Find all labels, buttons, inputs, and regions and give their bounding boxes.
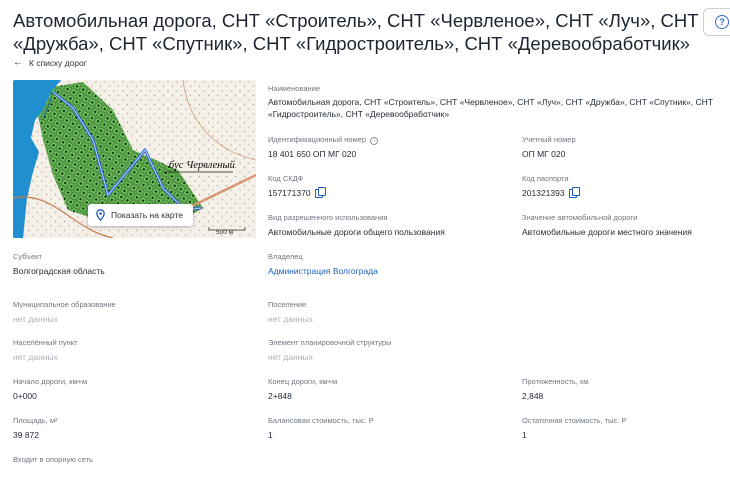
map-pin-icon [96, 209, 105, 221]
arrow-left-icon: ← [13, 57, 23, 68]
map-preview[interactable] [13, 80, 256, 238]
map-place-label: бус Червленый [169, 160, 235, 171]
road-end-label: Конец дороги, км+м [268, 377, 338, 386]
help-icon: ? [715, 15, 729, 29]
road-importance-label: Значение автомобильной дороги [522, 213, 638, 222]
area-label: Площадь, м² [13, 416, 58, 425]
book-value-value: 1 [268, 430, 273, 440]
account-number-label: Учетный номер [522, 135, 576, 144]
locality-label: Населённый пункт [13, 338, 78, 347]
page-title: Автомобильная дорога, СНТ «Строитель», СНТ «Червленое», СНТ «Луч», СНТ «Дружба», СНТ «Спутник», СНТ «Гидростроитель», СНТ «Деревообработчик» [13, 10, 699, 54]
municipality-label: Муниципальное образование [13, 300, 116, 309]
planning-element-value: нет данных [268, 352, 313, 362]
area-value: 39 872 [13, 430, 39, 440]
subject-value: Волгоградская область [13, 266, 105, 276]
passport-code-value: 201321393 [522, 187, 578, 198]
owner-link[interactable]: Администрация Волгограда [268, 266, 378, 276]
road-start-value: 0+000 [13, 391, 37, 401]
show-on-map-label: Показать на карте [111, 210, 183, 220]
back-to-roads-link[interactable] [13, 58, 87, 68]
show-on-map-button[interactable] [88, 204, 193, 226]
book-value-label: Балансовая стоимость, тыс. Р [268, 416, 374, 425]
id-number-value: 18 401 650 ОП МГ 020 [268, 149, 357, 159]
permitted-use-value: Автомобильные дороги общего пользования [268, 227, 445, 237]
back-link-label: К списку дорог [29, 58, 87, 68]
account-number-value: ОП МГ 020 [522, 149, 566, 159]
skdf-code-label: Код СКДФ [268, 174, 304, 183]
info-icon[interactable]: i [370, 137, 378, 145]
length-label: Протяженность, км [522, 377, 589, 386]
planning-element-label: Элемент планировочной структуры [268, 338, 392, 347]
backbone-label: Входит в опорную сеть [13, 455, 93, 464]
permitted-use-label: Вид разрешенного использования [268, 213, 388, 222]
passport-code-label: Код паспорта [522, 174, 569, 183]
road-start-label: Начало дороги, км+м [13, 377, 88, 386]
residual-value-value: 1 [522, 430, 527, 440]
subject-label: Субъект [13, 252, 42, 261]
settlement-value: нет данных [268, 314, 313, 324]
road-importance-value: Автомобильные дороги местного значения [522, 227, 692, 237]
road-end-value: 2+848 [268, 391, 292, 401]
skdf-code-value: 157171370 [268, 187, 324, 198]
municipality-value: нет данных [13, 314, 58, 324]
length-value: 2,848 [522, 391, 544, 401]
copy-icon[interactable] [315, 187, 324, 197]
owner-label: Владелец [268, 252, 303, 261]
locality-value: нет данных [13, 352, 58, 362]
map-scale-label: 500 м [216, 229, 234, 236]
copy-icon[interactable] [569, 187, 578, 197]
settlement-label: Поселение [268, 300, 307, 309]
name-value: Автомобильная дорога, СНТ «Строитель», СНТ «Червленое», СНТ «Луч», СНТ «Дружба», СНТ «Спутник», СНТ «Гидростроитель», СНТ «Деревообработчик» [268, 97, 713, 119]
id-number-label: Идентификационный номер i [268, 135, 378, 145]
name-label: Наименование [268, 84, 320, 93]
help-button[interactable] [703, 8, 730, 36]
residual-value-label: Остаточная стоимость, тыс. Р [522, 416, 627, 425]
